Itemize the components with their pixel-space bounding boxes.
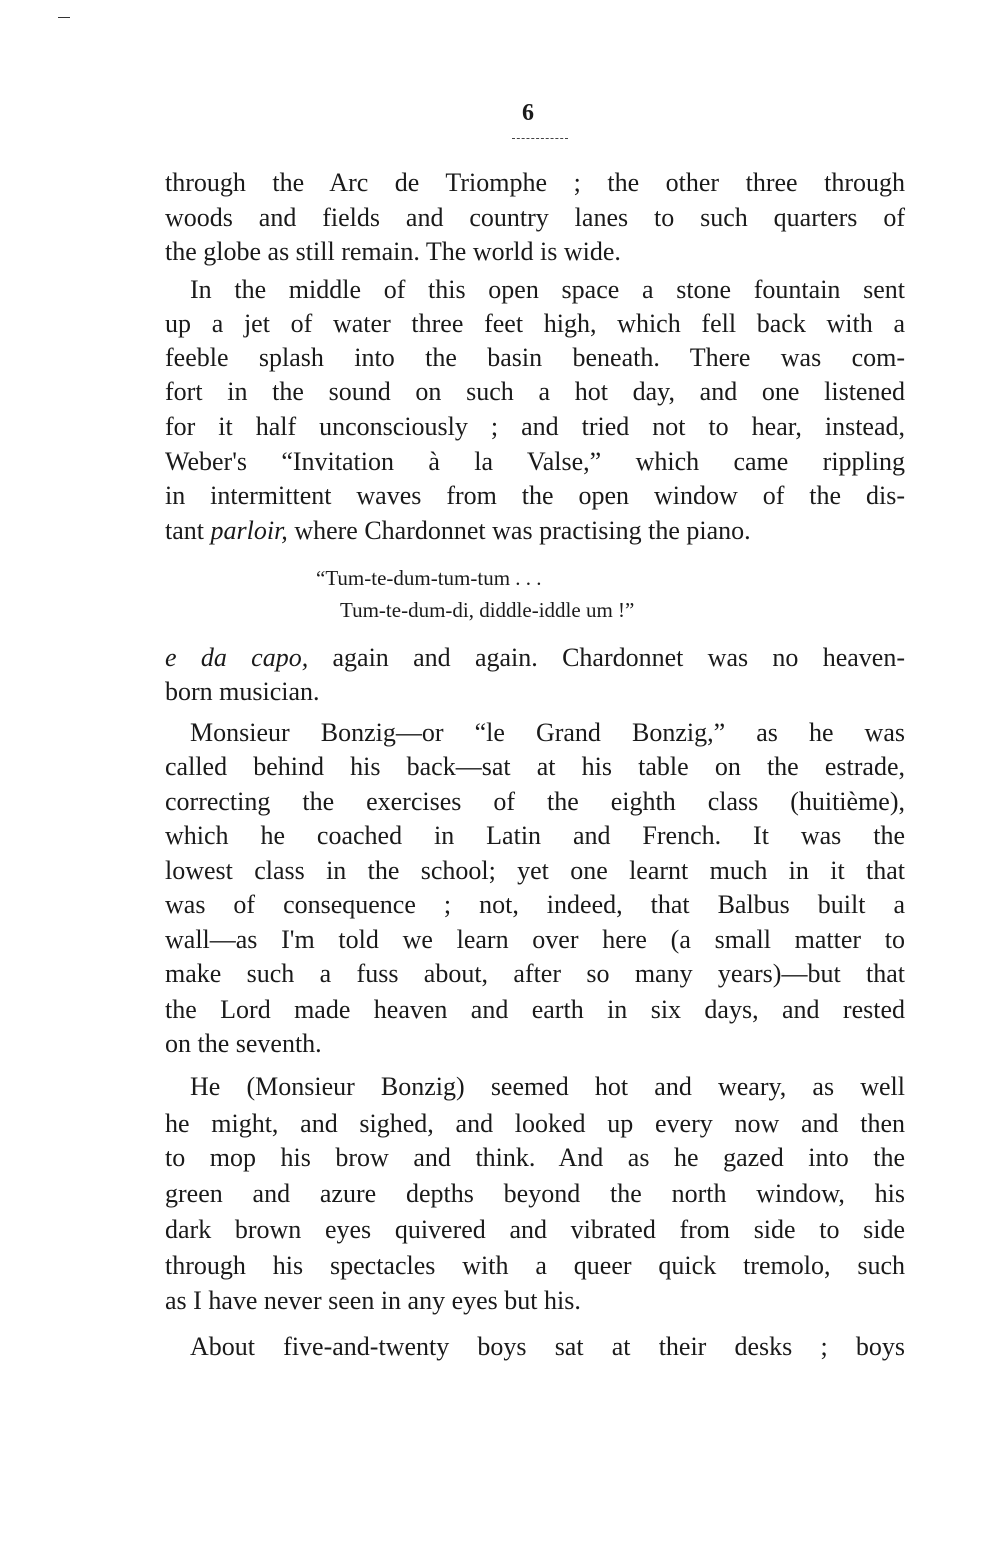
text-line xyxy=(165,481,905,511)
text-line xyxy=(165,1143,905,1173)
text-line xyxy=(165,516,905,546)
text-segment: where Chardonnet was practising the piano. xyxy=(287,516,751,545)
text-segment: through his spectacles with a queer quick tremolo, such xyxy=(165,1251,905,1280)
text-line xyxy=(165,1215,905,1245)
text-line xyxy=(165,1179,905,1209)
text-line xyxy=(165,959,905,989)
text-line xyxy=(165,1029,905,1059)
text-segment: Monsieur Bonzig—or “le Grand Bonzig,” as he was xyxy=(190,718,905,747)
text-segment: which he coached in Latin and French. It was the xyxy=(165,821,905,850)
text-line xyxy=(165,203,905,233)
text-segment: the globe as still remain. The world is wide. xyxy=(165,237,621,266)
text-segment: feeble splash into the basin beneath. There was com- xyxy=(165,343,905,372)
text-line xyxy=(165,1286,905,1316)
text-segment: through the Arc de Triomphe ; the other three through xyxy=(165,168,905,197)
text-segment: lowest class in the school; yet one learnt much in it that xyxy=(165,856,905,885)
text-line xyxy=(165,412,905,442)
page-number-rule xyxy=(512,138,568,140)
page-number: 6 xyxy=(522,100,534,126)
text-line xyxy=(165,643,905,673)
text-segment: in intermittent waves from the open window of the dis- xyxy=(165,481,905,510)
text-line xyxy=(165,237,905,267)
text-segment: He (Monsieur Bonzig) seemed hot and weary, as well xyxy=(190,1072,905,1101)
text-segment: correcting the exercises of the eighth class (huitième), xyxy=(165,787,905,816)
text-line xyxy=(165,377,905,407)
text-line xyxy=(165,677,905,707)
italic-text: parloir, xyxy=(210,516,288,545)
text-line xyxy=(165,995,905,1025)
text-line xyxy=(165,168,905,198)
text-segment: Weber's “Invitation à la Valse,” which came rippling xyxy=(165,447,905,476)
text-segment: fort in the sound on such a hot day, and one listened xyxy=(165,377,905,406)
text-segment: the Lord made heaven and earth in six days, and rested xyxy=(165,995,905,1024)
text-segment: woods and fields and country lanes to such quarters of xyxy=(165,203,905,232)
text-segment: In the middle of this open space a stone fountain sent xyxy=(190,275,905,304)
italic-text: e da capo, xyxy=(165,643,309,672)
verse-line xyxy=(316,563,542,593)
text-line xyxy=(165,1251,905,1281)
text-line xyxy=(165,925,905,955)
verse-line xyxy=(340,595,634,625)
text-segment: he might, and sighed, and looked up every now and then xyxy=(165,1109,905,1138)
text-line xyxy=(165,343,905,373)
text-segment: born musician. xyxy=(165,677,320,706)
scan-mark xyxy=(58,17,70,18)
text-segment: green and azure depths beyond the north window, his xyxy=(165,1179,905,1208)
text-line xyxy=(165,447,905,477)
text-segment: “Tum-te-dum-tum-tum . . . xyxy=(316,566,542,590)
text-line xyxy=(190,718,905,748)
text-segment: wall—as I'm told we learn over here (a small matter to xyxy=(165,925,905,954)
text-segment: called behind his back—sat at his table on the estrade, xyxy=(165,752,905,781)
text-segment: as I have never seen in any eyes but his. xyxy=(165,1286,581,1315)
text-segment: Tum-te-dum-di, diddle-iddle um !” xyxy=(340,598,635,622)
text-segment: About five-and-twenty boys sat at their desks ; boys xyxy=(190,1332,905,1361)
text-line xyxy=(165,890,905,920)
text-line xyxy=(165,787,905,817)
text-segment: again and again. Chardonnet was no heaven- xyxy=(308,643,905,672)
text-line xyxy=(165,1109,905,1139)
text-segment: to mop his brow and think. And as he gazed into the xyxy=(165,1143,905,1172)
text-segment: up a jet of water three feet high, which fell back with a xyxy=(165,309,905,338)
text-segment: was of consequence ; not, indeed, that Balbus built a xyxy=(165,890,905,919)
text-line xyxy=(190,1332,905,1362)
text-line xyxy=(165,821,905,851)
text-line xyxy=(165,752,905,782)
text-line xyxy=(165,309,905,339)
text-segment: on the seventh. xyxy=(165,1029,322,1058)
text-line xyxy=(190,1072,905,1102)
text-segment: tant xyxy=(165,516,211,545)
text-segment: make such a fuss about, after so many years)—but that xyxy=(165,959,905,988)
text-segment: dark brown eyes quivered and vibrated from side to side xyxy=(165,1215,905,1244)
text-segment: for it half unconsciously ; and tried not to hear, instead, xyxy=(165,412,905,441)
text-line xyxy=(190,275,905,305)
text-line xyxy=(165,856,905,886)
